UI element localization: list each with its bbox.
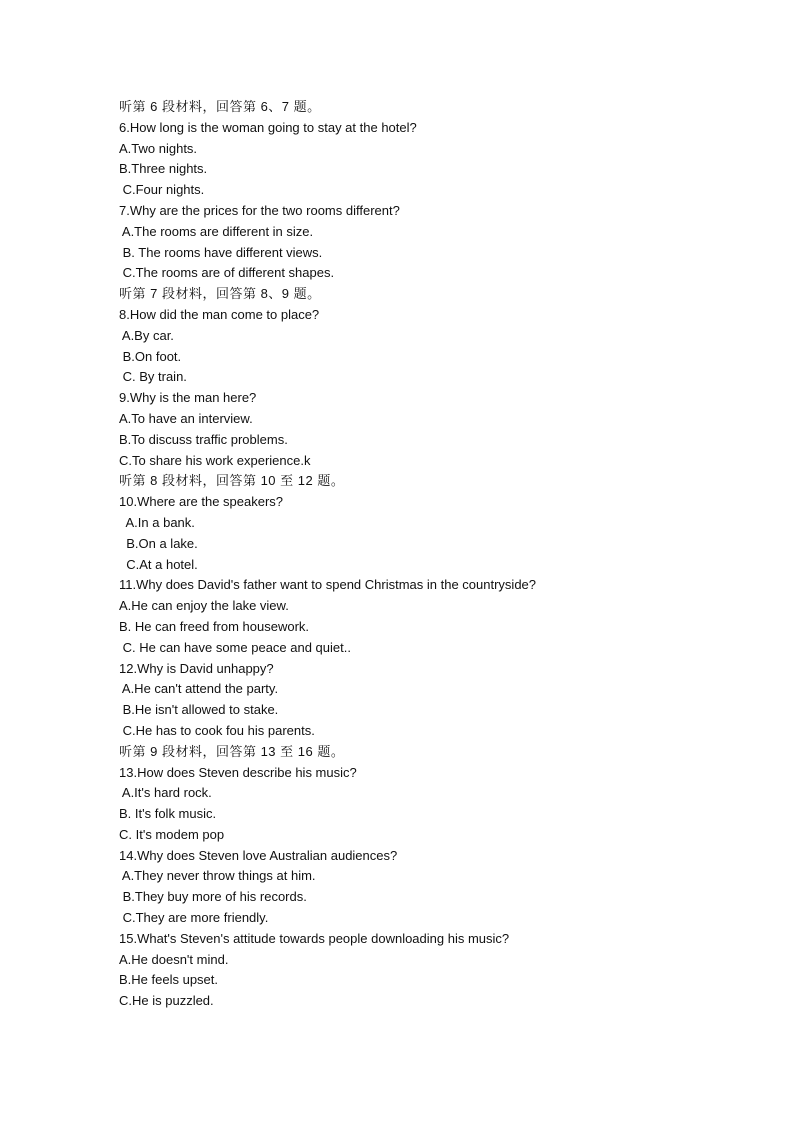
answer-option: A.To have an interview. xyxy=(119,410,253,426)
answer-option: C.They are more friendly. xyxy=(119,910,269,926)
answer-option: B.On a lake. xyxy=(119,535,198,551)
answer-option: A.He doesn't mind. xyxy=(119,951,229,967)
question-text: 8.How did the man come to place? xyxy=(119,306,320,322)
answer-option: B.Three nights. xyxy=(119,161,208,177)
answer-option: C.At a hotel. xyxy=(119,556,198,572)
question-text: 9.Why is the man here? xyxy=(119,390,257,406)
answer-option: A.By car. xyxy=(119,327,174,343)
section-heading: 听第 7 段材料，回答第 8、9 题。 xyxy=(119,286,321,302)
question-text: 14.Why does Steven love Australian audiences? xyxy=(119,847,398,863)
section-heading: 听第 6 段材料，回答第 6、7 题。 xyxy=(119,99,321,114)
question-text: 13.How does Steven describe his music? xyxy=(119,764,357,780)
question-text: 6.How long is the woman going to stay at the hotel? xyxy=(119,119,417,135)
answer-option: B.To discuss traffic problems. xyxy=(119,431,288,447)
answer-option: C.To share his work experience.k xyxy=(119,452,311,468)
section-heading: 听第 8 段材料，回答第 10 至 12 题。 xyxy=(119,473,345,489)
answer-option: A.Two nights. xyxy=(119,140,198,156)
answer-option: B.He feels upset. xyxy=(119,972,218,988)
answer-option: A.The rooms are different in size. xyxy=(119,223,314,239)
answer-option: B. He can freed from housework. xyxy=(119,618,310,634)
answer-option: A.He can't attend the party. xyxy=(119,681,279,697)
question-text: 10.Where are the speakers? xyxy=(119,494,284,510)
answer-option: B. The rooms have different views. xyxy=(119,244,323,260)
answer-option: B. It's folk music. xyxy=(119,806,217,822)
question-text: 11.Why does David's father want to spend Christmas in the countryside? xyxy=(119,577,537,593)
answer-option: C.The rooms are of different shapes. xyxy=(119,265,335,281)
answer-option: C.He is puzzled. xyxy=(119,993,214,1009)
question-text: 12.Why is David unhappy? xyxy=(119,660,274,676)
answer-option: C.Four nights. xyxy=(119,182,205,198)
answer-option: C.He has to cook fou his parents. xyxy=(119,722,315,738)
answer-option: C. He can have some peace and quiet.. xyxy=(119,639,351,655)
section-heading: 听第 9 段材料，回答第 13 至 16 题。 xyxy=(119,743,345,759)
answer-option: B.They buy more of his records. xyxy=(119,889,307,905)
answer-option: A.They never throw things at him. xyxy=(119,868,316,884)
answer-option: C. It's modem pop xyxy=(119,826,225,842)
question-text: 7.Why are the prices for the two rooms different? xyxy=(119,202,400,218)
answer-option: A.He can enjoy the lake view. xyxy=(119,598,289,614)
document-body xyxy=(119,97,759,1012)
answer-option: B.He isn't allowed to stake. xyxy=(119,702,279,718)
answer-option: A.In a bank. xyxy=(119,514,195,530)
answer-option: C. By train. xyxy=(119,369,187,385)
answer-option: A.It's hard rock. xyxy=(119,785,212,801)
question-text: 15.What's Steven's attitude towards people downloading his music? xyxy=(119,930,510,946)
answer-option: B.On foot. xyxy=(119,348,182,364)
